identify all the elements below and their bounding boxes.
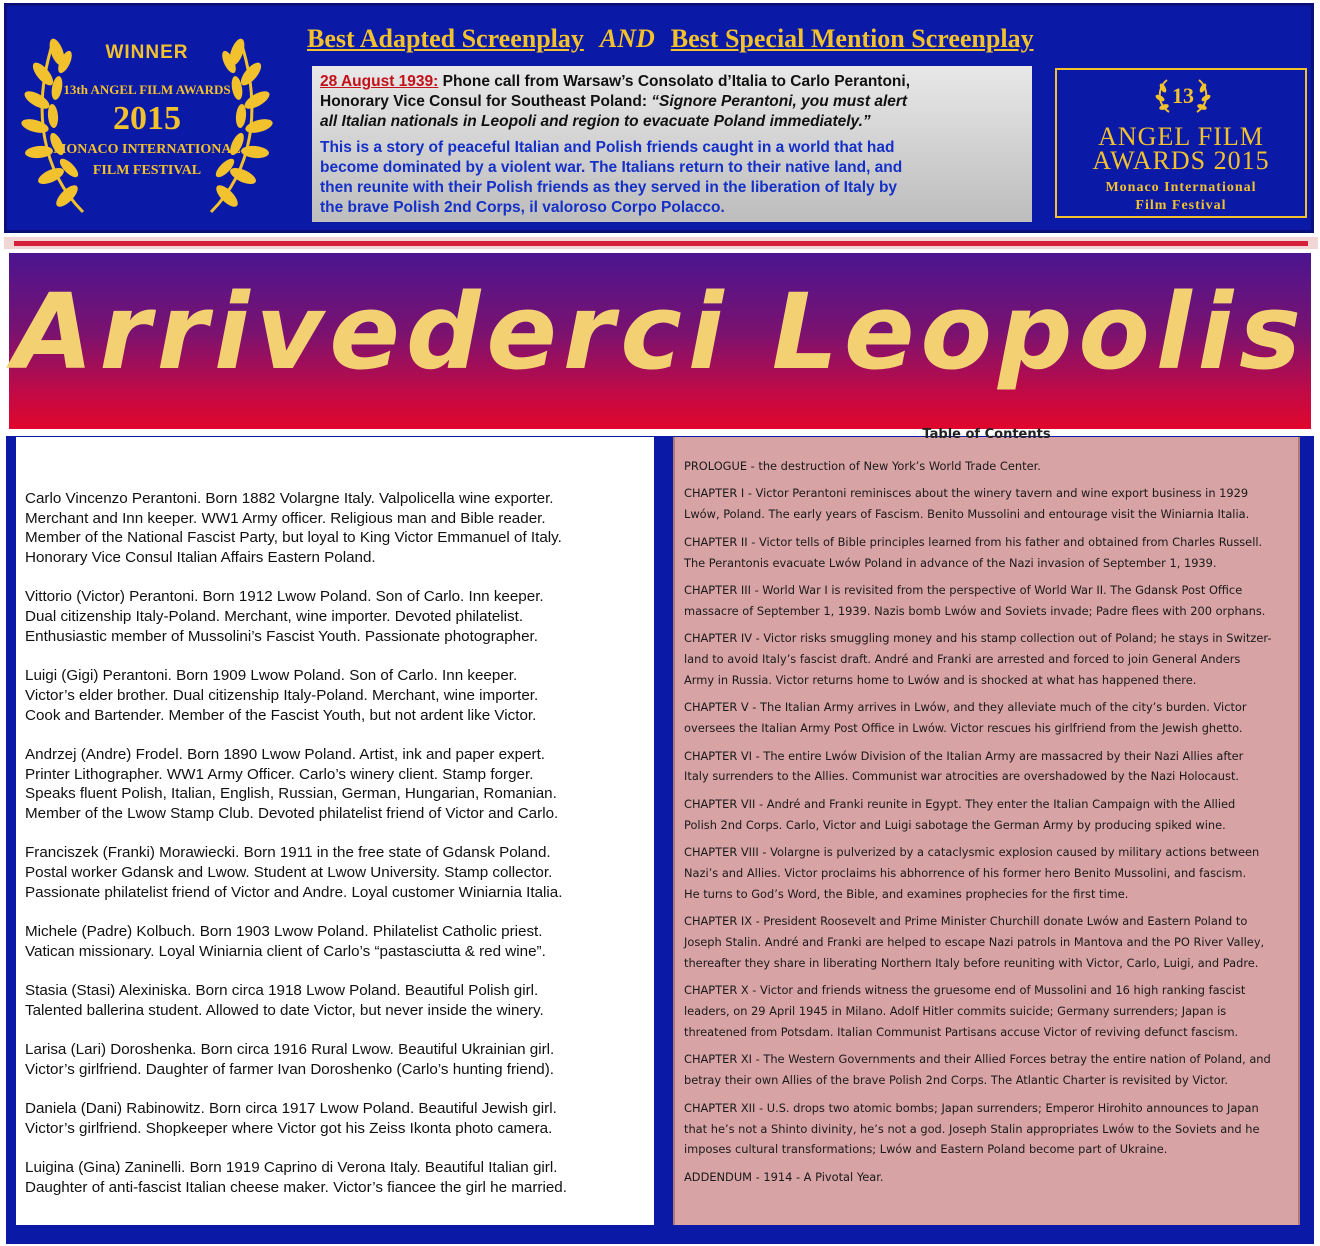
cast-line: Cook and Bartender. Member of the Fascist Youth, but not ardent like Victor. (25, 706, 537, 724)
award-year: 2015 (113, 100, 181, 137)
cast-line: Vatican missionary. Loyal Winiarnia client of Carlo’s “pastasciutta & red wine”. (25, 942, 546, 960)
toc-line: Polish 2nd Corps. Carlo, Victor and Luigi sabotage the German Army by producing spiked wine. (684, 817, 1226, 832)
title-band (9, 253, 1311, 429)
cast-line: Carlo Vincenzo Perantoni. Born 1882 Volargne Italy. Valpolicella wine exporter. (25, 490, 554, 507)
toc-line: CHAPTER II - Victor tells of Bible principles learned from his father and obtained from Charles Russell. (684, 534, 1263, 549)
badge-number: 13 (1172, 83, 1194, 108)
cast-line: Stasia (Stasi) Alexiniska. Born circa 1918 Lwow Poland. Beautiful Polish girl. (25, 981, 539, 999)
toc-entry (684, 456, 1296, 477)
cast-line: Speaks fluent Polish, Italian, English, Russian, German, Hungarian, Romanian. (25, 785, 557, 803)
cast-line: Vittorio (Victor) Perantoni. Born 1912 Lwow Poland. Son of Carlo. Inn keeper. (25, 588, 544, 606)
toc-entry (684, 532, 1296, 574)
synopsis-line-1-rest: Phone call from Warsaw’s Consolato d’Italia to Carlo Perantoni, (438, 73, 910, 90)
cast-line: Luigi (Gigi) Perantoni. Born 1909 Lwow Poland. Son of Carlo. Inn keeper. (25, 667, 518, 685)
headline-special: Best Special Mention Screenplay (670, 24, 1034, 53)
toc-entry (684, 911, 1296, 973)
cast-line: Dual citizenship Italy-Poland. Merchant, wine importer. Devoted philatelist. (25, 608, 524, 626)
story-line: the brave Polish 2nd Corps, il valoroso Corpo Polacco. (320, 199, 725, 216)
synopsis-quote-start: “Signore Perantoni, you must alert (651, 93, 908, 110)
award-headline (307, 24, 1247, 56)
toc-line: threatened from Potsdam. Italian Communist Partisans accuse Victor of reviving defunct fascism. (684, 1025, 1239, 1039)
toc-line: CHAPTER III - World War I is revisited from the perspective of World War II. The Gdansk Post Office (684, 583, 1243, 598)
toc-line: CHAPTER IX - President Roosevelt and Prime Minister Churchill donate Lwów and Eastern Poland to (684, 914, 1248, 929)
festival-line-2: FILM FESTIVAL (92, 163, 202, 178)
angel-awards-box (1055, 68, 1307, 218)
toc-line: Nazi’s and Allies. Victor proclaims his abhorrence of his former hero Benito Mussolini, and fascism. (684, 866, 1247, 881)
story-line: become dominated by a violent war. The Italians return to their native land, and (320, 159, 903, 176)
award-banner (4, 3, 1314, 233)
toc-line: massacre of September 1, 1939. Nazis bomb Lwów and Soviets invade; Padre flees with 200 orphans. (684, 603, 1266, 618)
cast-line: Andrzej (Andre) Frodel. Born 1890 Lwow Poland. Artist, ink and paper expert. (25, 745, 546, 763)
cast-list (25, 489, 651, 1217)
cast-line: Michele (Padre) Kolbuch. Born 1903 Lwow Poland. Philatelist Catholic priest. (25, 922, 543, 940)
box-line-4: Film Festival (1135, 198, 1227, 213)
winner-label: WINNER (105, 42, 189, 63)
toc-entry (684, 1167, 1296, 1188)
toc-line: Army in Russia. Victor returns home to Lwów and is shocked at what has happened there. (684, 672, 1197, 687)
cast-line: Member of the Lwow Stamp Club. Devoted philatelist friend of Victor and Carlo. (25, 804, 559, 822)
story-line: This is a story of peaceful Italian and Polish friends caught in a world that had (320, 139, 895, 156)
toc-line: CHAPTER X - Victor and friends witness the gruesome end of Mussolini and 16 high ranking fascist (684, 983, 1246, 998)
headline-adapted: Best Adapted Screenplay (307, 24, 584, 53)
toc-line: thereafter they share in liberating Northern Italy before reuniting with Victor, Carlo, Luigi, and Padre. (684, 955, 1259, 970)
cast-line: Larisa (Lari) Doroshenka. Born circa 1916 Rural Lwow. Beautiful Ukrainian girl. (25, 1040, 555, 1058)
toc-line: Lwów, Poland. The early years of Fascism. Benito Mussolini and entourage visit the Winiarnia Italia. (684, 507, 1250, 522)
cast-entry (25, 1040, 651, 1079)
toc-entry (684, 628, 1296, 690)
story-line: then reunite with their Polish friends as they served in the liberation of Italy by (320, 179, 898, 196)
cast-line: Victor’s girlfriend. Daughter of farmer Ivan Doroshenko (Carlo’s hunting friend). (25, 1060, 555, 1078)
synopsis-line-1 (320, 72, 1024, 92)
cast-entry (25, 922, 651, 961)
laurel-wreath (13, 12, 281, 226)
cast-line: Member of the National Fascist Party, but loyal to King Victor Emmanuel of Italy. (25, 529, 562, 547)
cast-entry (25, 1099, 651, 1138)
synopsis-line-2 (320, 92, 1024, 112)
cast-line: Enthusiastic member of Mussolini’s Fascist Youth. Passionate photographer. (25, 627, 538, 645)
toc-entry (684, 1049, 1296, 1091)
toc-entry (684, 1098, 1296, 1160)
synopsis-date: 28 August 1939: (320, 73, 439, 90)
story-text (320, 138, 1024, 218)
toc-line: CHAPTER I - Victor Perantoni reminisces about the winery tavern and wine export business in 1929 (684, 486, 1249, 501)
laurel-text (13, 12, 281, 226)
cast-line: Daughter of anti-fascist Italian cheese maker. Victor’s fiancee the girl he married. (25, 1178, 567, 1196)
cast-line: Victor’s girlfriend. Shopkeeper where Victor got his Zeiss Ikonta photo camera. (25, 1119, 553, 1137)
toc-line: Italy surrenders to the Allies. Communist war atrocities are overshadowed by the Nazi Holocaust. (684, 769, 1240, 784)
toc-entry (684, 580, 1296, 622)
toc-entry (684, 794, 1296, 836)
festival-line-1: MONACO INTERNATIONAL (53, 142, 241, 157)
cast-entry (25, 666, 651, 725)
cast-line: Talented ballerina student. Allowed to date Victor, but never inside the winery. (25, 1001, 544, 1019)
synopsis-line-2-plain: Honorary Vice Consul for Southeast Poland: (320, 93, 652, 110)
box-line-2: AWARDS 2015 (1092, 146, 1270, 175)
cast-entry (25, 1158, 651, 1197)
toc-line: CHAPTER IV - Victor risks smuggling money and his stamp collection out of Poland; he stays in Switzer- (684, 631, 1272, 646)
toc-entry (684, 746, 1296, 788)
cast-entry (25, 745, 651, 824)
synopsis-box (312, 66, 1032, 222)
book-title: Arrivederci Leopolis (12, 271, 1308, 393)
toc-line: Joseph Stalin. André and Franki are helped to escape Nazi patrols in Mantova and the PO River Valley, (684, 935, 1265, 950)
separator-line (14, 241, 1308, 246)
headline-and: AND (599, 24, 655, 53)
cast-line: Printer Lithographer. WW1 Army Officer. Carlo’s winery client. Stamp forger. (25, 765, 534, 783)
cast-entry (25, 981, 651, 1020)
toc-line: CHAPTER XII - U.S. drops two atomic bombs; Japan surrenders; Emperor Hirohito announces to Japan (684, 1100, 1259, 1115)
toc-line: imposes cultural transformations; Lwów and Eastern Poland become part of Ukraine. (684, 1142, 1168, 1157)
toc-line: betray their own Allies of the brave Polish 2nd Corps. The Atlantic Charter is revisited by Victor. (684, 1073, 1229, 1088)
toc-line: that he’s not a Shinto divinity, he’s not a god. Joseph Stalin appropriates Lwów to the Soviets and he (684, 1121, 1260, 1136)
toc-entry (684, 842, 1296, 904)
cast-line: Passionate philatelist friend of Victor and Andre. Loyal customer Winiarnia Italia. (25, 883, 563, 901)
toc-line: The Perantonis evacuate Lwów Poland in advance of the Nazi invasion of September 1, 1939. (684, 555, 1217, 570)
toc-line: leaders, on 29 April 1945 in Milano. Adolf Hitler commits suicide; Germany surrenders; Japan is (684, 1004, 1227, 1019)
cast-line: Postal worker Gdansk and Lwow. Student at Lwow University. Stamp collector. (25, 863, 553, 881)
box-line-1: ANGEL FILM (1098, 122, 1264, 151)
synopsis-quote-end: all Italian nationals in Leopoli and region to evacuate Poland immediately.” (320, 113, 871, 130)
toc-line: CHAPTER V - The Italian Army arrives in Lwów, and they alleviate much of the city’s burden. Victor (684, 700, 1247, 715)
cast-entry (25, 587, 651, 646)
box-line-3: Monaco International (1105, 180, 1257, 195)
toc-entry (684, 697, 1296, 739)
cast-entry (25, 843, 651, 902)
cast-line: Honorary Vice Consul Italian Affairs Eastern Poland. (25, 549, 376, 567)
cast-line: Victor’s elder brother. Dual citizenship Italy-Poland. Merchant, wine importer. (25, 686, 539, 704)
cast-panel (16, 437, 654, 1225)
toc-entry (684, 980, 1296, 1042)
toc-line: oversees the Italian Army Post Office in Lwów. Victor rescues his girlfriend from the Jewish ghetto. (684, 721, 1243, 736)
toc-list (684, 456, 1296, 1194)
toc-line: CHAPTER VI - The entire Lwów Division of the Italian Army are massacred by their Nazi Allies after (684, 748, 1244, 763)
toc-entry (684, 483, 1296, 525)
cast-line: Daniela (Dani) Rabinowitz. Born circa 1917 Lwow Poland. Beautiful Jewish girl. (25, 1099, 557, 1117)
toc-panel (673, 427, 1300, 1225)
toc-line: CHAPTER VIII - Volargne is pulverized by a cataclysmic explosion caused by military actions between (684, 845, 1260, 860)
toc-line: PROLOGUE - the destruction of New York’s World Trade Center. (684, 459, 1041, 473)
toc-line: CHAPTER VII - André and Franki reunite in Egypt. They enter the Italian Campaign with the Allied (684, 796, 1236, 811)
toc-title: Table of Contents (922, 427, 1051, 442)
cast-entry (25, 489, 651, 568)
toc-line: ADDENDUM - 1914 - A Pivotal Year. (684, 1169, 884, 1184)
toc-line: land to avoid Italy’s fascist draft. André and Franki are arrested and forced to join General Anders (684, 652, 1241, 667)
toc-line: CHAPTER XI - The Western Governments and their Allied Forces betray the entire nation of Poland, and (684, 1052, 1271, 1067)
cast-line: Luigina (Gina) Zaninelli. Born 1919 Caprino di Verona Italy. Beautiful Italian girl. (25, 1158, 558, 1176)
cast-line: Franciszek (Franki) Morawiecki. Born 1911 in the free state of Gdansk Poland. (25, 844, 551, 862)
toc-line: He turns to God’s Word, the Bible, and examines prophecies for the first time. (684, 886, 1129, 901)
edition-label: 13th ANGEL FILM AWARDS (63, 82, 231, 97)
cast-line: Merchant and Inn keeper. WW1 Army officer. Religious man and Bible reader. (25, 509, 546, 527)
